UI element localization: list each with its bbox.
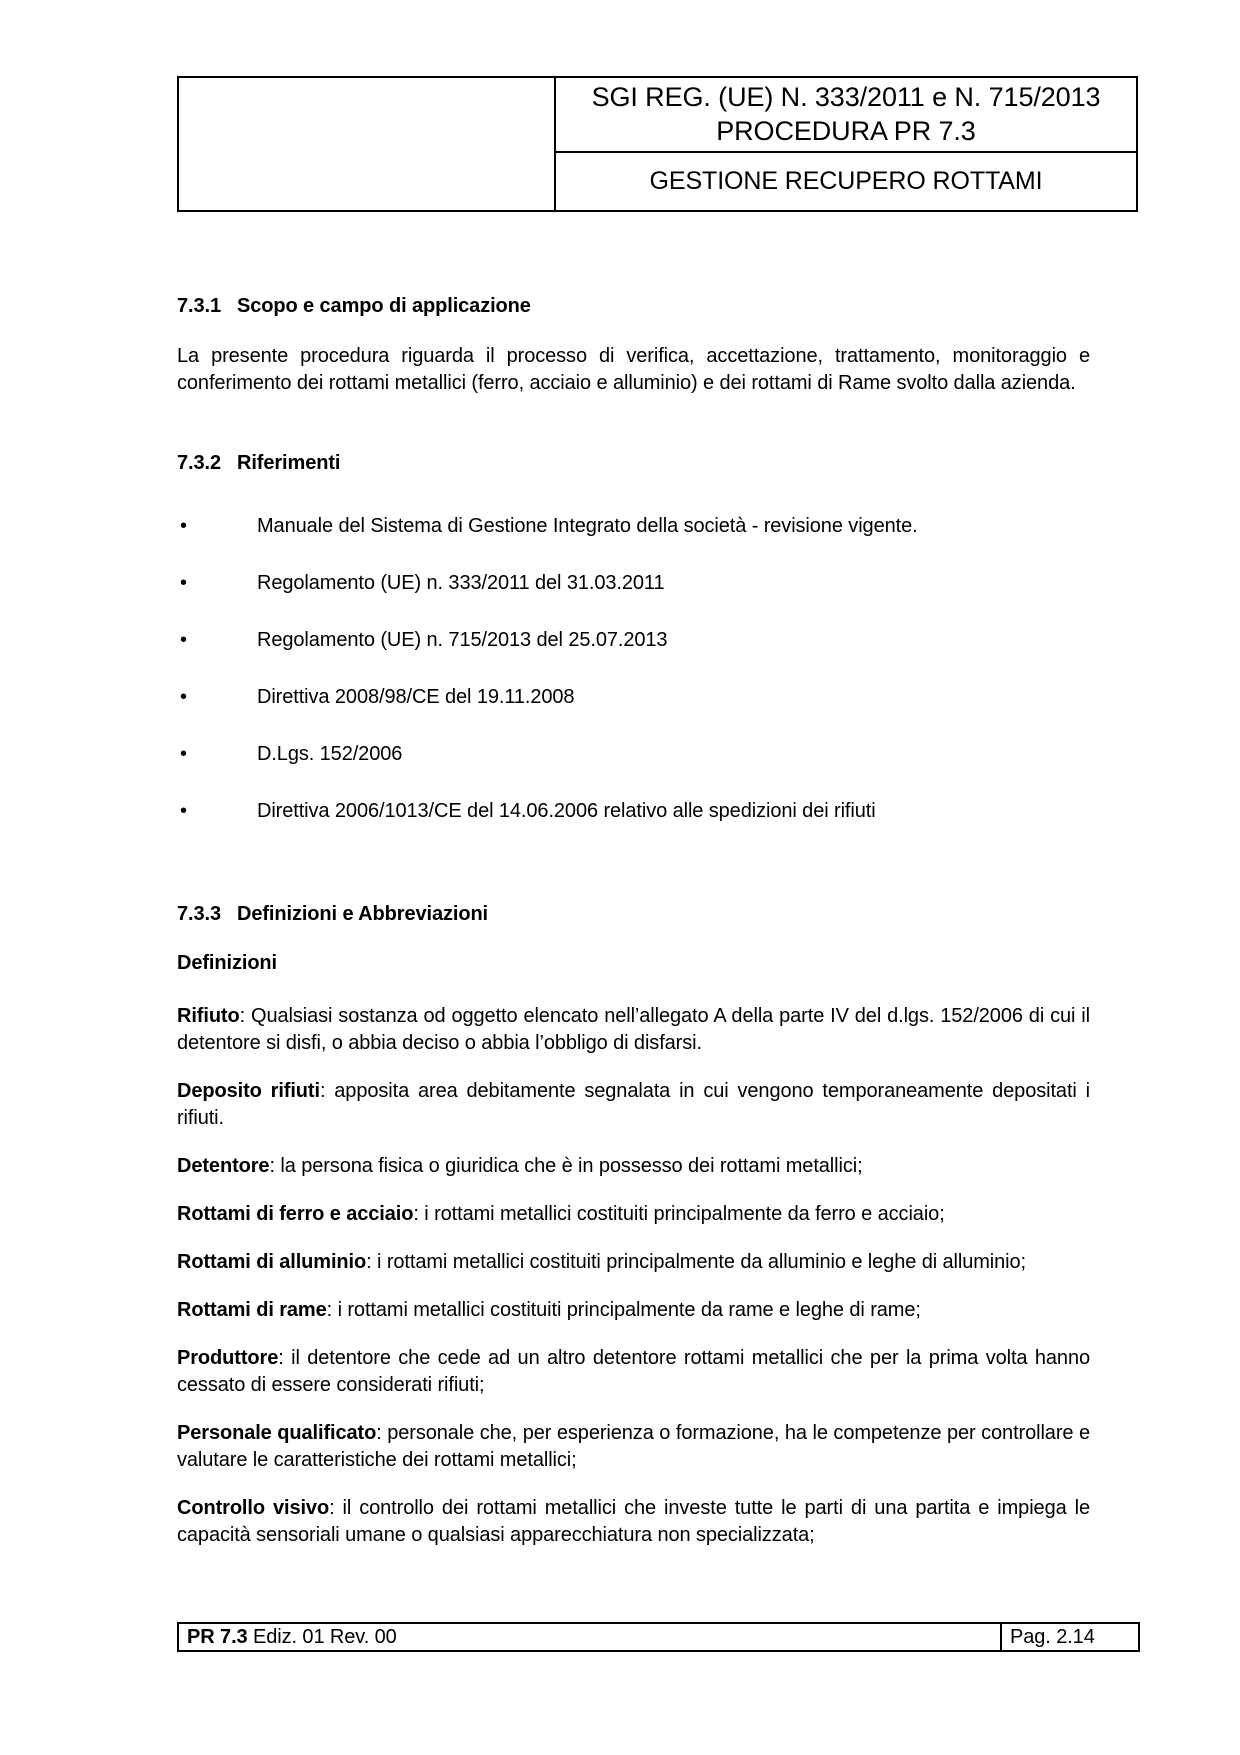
section-number: 7.3.3 <box>177 903 221 925</box>
section-title: Riferimenti <box>236 452 341 474</box>
definition-rottami-alluminio <box>177 1249 1090 1276</box>
footer-table <box>177 1622 1140 1652</box>
header-right-column <box>556 78 1136 210</box>
section-heading-definizioni <box>177 900 1090 928</box>
list-item <box>177 513 1090 540</box>
list-item <box>177 798 1090 825</box>
definition-controllo-visivo <box>177 1495 1090 1549</box>
bullet-marker: • <box>180 515 187 537</box>
header-subtitle: GESTIONE RECUPERO ROTTAMI <box>649 167 1043 195</box>
definition-term: Deposito rifiuti <box>177 1080 320 1102</box>
header-title-line2: PROCEDURA PR 7.3 <box>716 116 976 146</box>
list-item <box>177 627 1090 654</box>
definition-produttore <box>177 1345 1090 1399</box>
definition-deposito-rifiuti <box>177 1078 1090 1132</box>
document-body <box>177 212 1090 1549</box>
bullet-marker: • <box>180 800 187 822</box>
definition-text: : personale che, per esperienza o formazione, ha le competenze per controllare e valutare le caratteristiche dei rottami metallici; <box>177 1422 1090 1471</box>
section-heading-riferimenti <box>177 449 1090 477</box>
list-item-text: Regolamento (UE) n. 715/2013 del 25.07.2013 <box>257 629 668 651</box>
bullet-list <box>177 513 1090 825</box>
definition-term: Controllo visivo <box>177 1497 330 1519</box>
list-item-text: D.Lgs. 152/2006 <box>257 743 403 765</box>
definition-rottami-ferro-acciaio <box>177 1201 1090 1228</box>
header-table <box>177 76 1138 212</box>
definition-detentore <box>177 1153 1090 1180</box>
definition-text: : la persona fisica o giuridica che è in possesso dei rottami metallici; <box>269 1155 863 1177</box>
definition-text: : il controllo dei rottami metallici che investe tutte le parti di una partita e impiega le capacità sensoriali umane o qualsiasi apparecchiatura non specializzata; <box>177 1497 1090 1546</box>
header-subtitle-cell <box>556 153 1136 210</box>
paragraph-scopo: La presente procedura riguarda il processo di verifica, accettazione, trattamento, monitoraggio e conferimento dei rottami metallici (ferro, acciaio e alluminio) e dei rottami di Rame svolto dalla azienda. <box>177 345 1090 394</box>
definition-term: Rottami di rame <box>177 1299 327 1321</box>
list-item <box>177 741 1090 768</box>
list-item-text: Manuale del Sistema di Gestione Integrato della società - revisione vigente. <box>257 515 918 537</box>
header-title-line1: SGI REG. (UE) N. 333/2011 e N. 715/2013 <box>591 82 1101 112</box>
definition-text: : i rottami metallici costituiti principalmente da rame e leghe di rame; <box>326 1299 921 1321</box>
section-number: 7.3.2 <box>177 452 221 474</box>
list-item-text: Direttiva 2008/98/CE del 19.11.2008 <box>257 686 575 708</box>
definition-term: Rifiuto <box>177 1005 240 1027</box>
definition-personale-qualificato <box>177 1420 1090 1474</box>
definition-text: : apposita area debitamente segnalata in cui vengono temporaneamente depositati i rifiuti. <box>177 1080 1090 1129</box>
list-item <box>177 684 1090 711</box>
section-title: Scopo e campo di applicazione <box>236 295 531 317</box>
definition-rottami-rame <box>177 1297 1090 1324</box>
list-item-text: Regolamento (UE) n. 333/2011 del 31.03.2011 <box>257 572 665 594</box>
footer-doc-cell <box>179 1624 1002 1650</box>
definition-text: : i rottami metallici costituiti principalmente da ferro e acciaio; <box>413 1203 945 1225</box>
definition-text: : Qualsiasi sostanza od oggetto elencato nell’allegato A della parte IV del d.lgs. 152/2006 di cui il detentore si disfi, o abbia deciso o abbia l’obbligo di disfarsi. <box>177 1005 1090 1054</box>
definizioni-subheading: Definizioni <box>177 952 278 974</box>
list-item <box>177 570 1090 597</box>
bullet-marker: • <box>180 572 187 594</box>
section-heading-scopo <box>177 292 1090 320</box>
logo-cell <box>179 78 556 210</box>
header-title-cell <box>556 78 1136 153</box>
bullet-marker: • <box>180 629 187 651</box>
definition-term: Personale qualificato <box>177 1422 377 1444</box>
definition-term: Detentore <box>177 1155 270 1177</box>
footer-doc-code: PR 7.3 <box>187 1625 248 1648</box>
definition-term: Rottami di ferro e acciaio <box>177 1203 414 1225</box>
definition-term: Produttore <box>177 1347 279 1369</box>
definition-rifiuto <box>177 1003 1090 1057</box>
footer-page-cell <box>1002 1624 1138 1650</box>
bullet-marker: • <box>180 743 187 765</box>
section-number: 7.3.1 <box>177 295 221 317</box>
definition-text: : i rottami metallici costituiti principalmente da alluminio e leghe di alluminio; <box>366 1251 1027 1273</box>
footer-page-number: Pag. 2.14 <box>1010 1625 1095 1648</box>
bullet-marker: • <box>180 686 187 708</box>
definition-text: : il detentore che cede ad un altro detentore rottami metallici che per la prima volta hanno cessato di essere considerati rifiuti; <box>177 1347 1090 1396</box>
footer-edition: Ediz. 01 Rev. 00 <box>247 1625 397 1648</box>
list-item-text: Direttiva 2006/1013/CE del 14.06.2006 relativo alle spedizioni dei rifiuti <box>257 800 876 822</box>
section-title: Definizioni e Abbreviazioni <box>236 903 489 925</box>
definition-term: Rottami di alluminio <box>177 1251 367 1273</box>
